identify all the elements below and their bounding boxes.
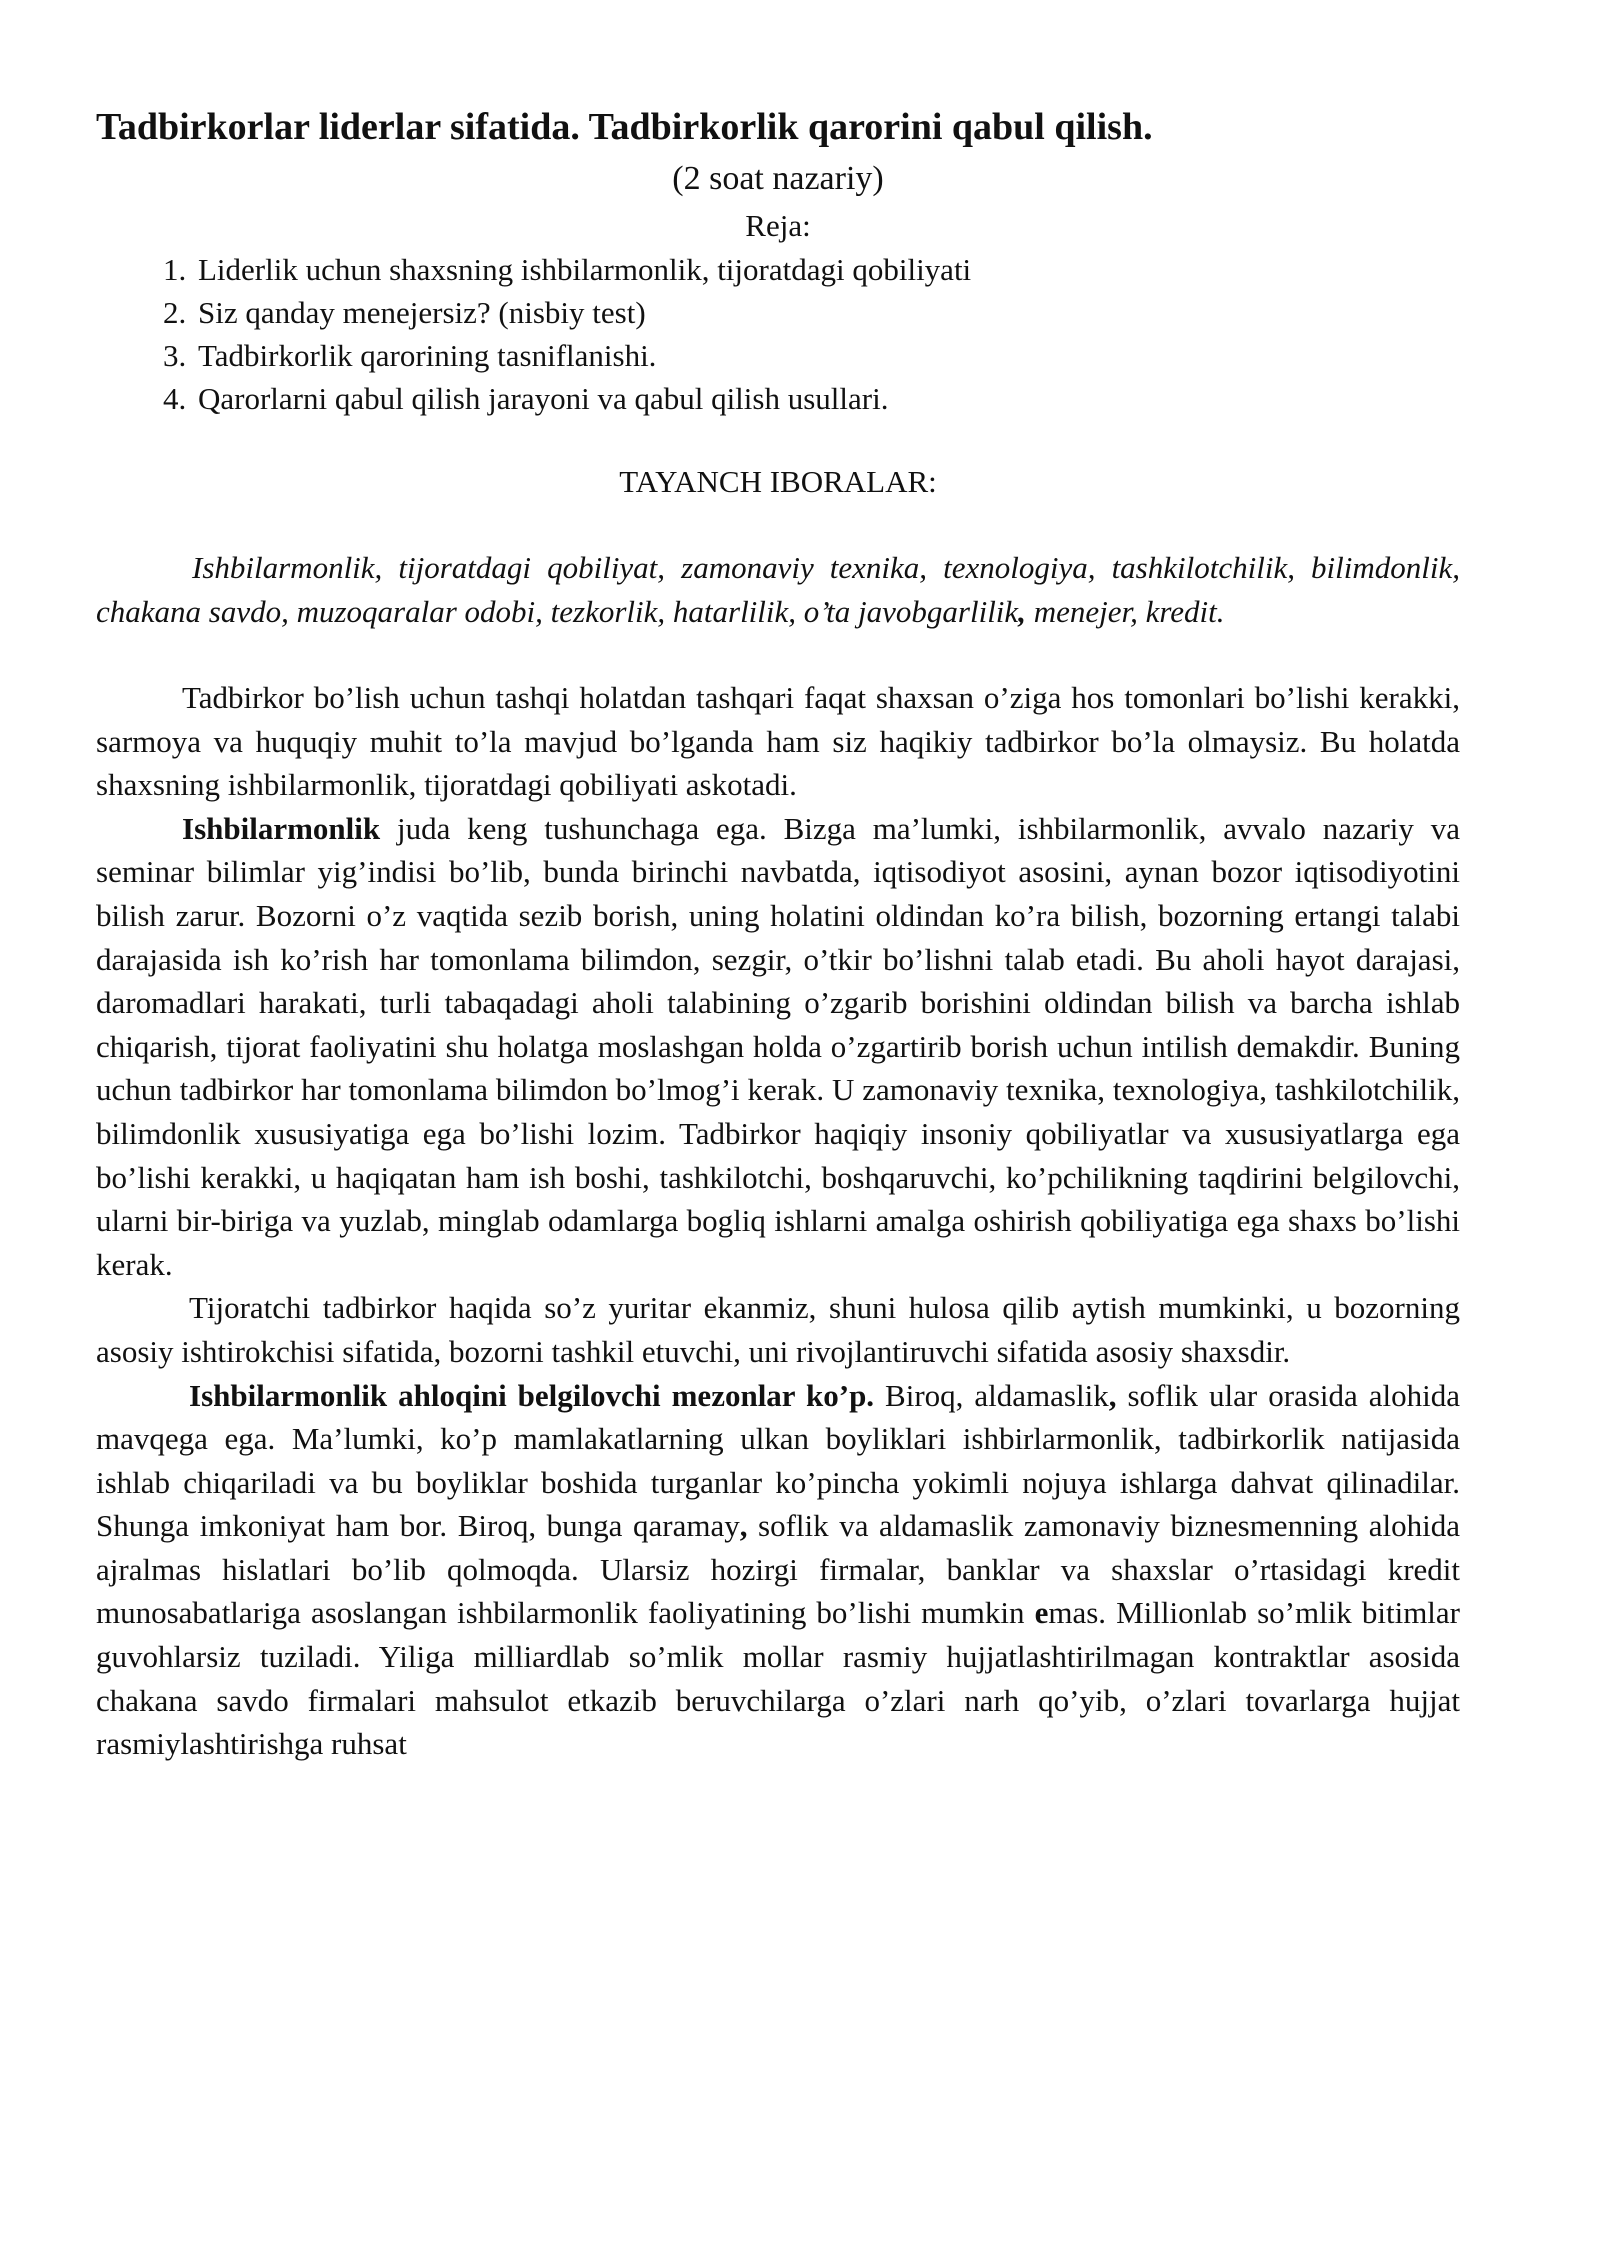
paragraph-lead-bold: Ishbilarmonlik ahloqini belgilovchi mezonlar ko’p.	[189, 1377, 875, 1413]
bold-comma: ,	[1108, 1377, 1117, 1413]
body-text	[96, 676, 1460, 1766]
keywords-heading: TAYANCH IBORALAR:	[619, 464, 937, 499]
paragraph-text: mas. Millionlab so’mlik bitimlar guvohlarsiz tuziladi. Yiliga milliardlab so’mlik mollar rasmiy hujjatlashtirilmagan kontraktlar asosida chakana savdo firmalari mahsulot etkazib beruvchilarga o’zlari narh qo’yib, o’zlari tovarlarga hujjat rasmiylashtirishga ruhsat	[96, 1595, 1461, 1762]
paragraph-lead-bold: Ishbilarmonlik	[182, 810, 381, 846]
paragraph-text: Biroq, aldamaslik	[874, 1377, 1109, 1413]
plan-item: 3. Tadbirkorlik qarorining tasniflanishi.	[194, 334, 1460, 377]
keywords-text: Ishbilarmonlik, tijoratdagi qobiliyat, zamonaviy texnika, texnologiya, tashkilotchilik, bilimdonlik, chakana savdo, muzoqaralar odobi, tezkorlik, hatarlilik, o’ta javobgarlilik	[96, 550, 1460, 629]
paragraph-text: juda keng tushunchaga ega. Bizga ma’lumki, ishbilarmonlik, avvalo nazariy va seminar bilimlar yig’indisi bo’lib, bunda birinchi navbatda, iqtisodiyot asosini, aynan bozor iqtisodiyotini bilish zarur. Bozorni o’z vaqtida sezib borish, uning holatini oldindan ko’ra bilish, bozorning ertangi talabi darajasida ish ko’rish har tomonlama bilimdon, sezgir, o’tkir bo’lishni talab etadi. Bu aholi hayot darajasi, daromadlari harakati, turli tabaqadagi aholi talabining o’zgarib borishini oldindan bilish va barcha ishlab chiqarish, tijorat faoliyatini shu holatga moslashgan holda o’zgartirib borish uchun intilish demakdir. Buning uchun tadbirkor har tomonlama bilimdon bo’lmog’i kerak. U zamonaviy texnika, texnologiya, tashkilotchilik, bilimdonlik xususiyatiga ega bo’lishi lozim. Tadbirkor haqiqiy insoniy qobiliyatlar va xususiyatlarga ega bo’lishi kerakki, u haqiqatan ham ish boshi, tashkilotchi, boshqaruvchi, ko’pchilikning taqdirini belgilovchi, ularni bir-biriga va yuzlab, minglab odamlarga bogliq ishlarni amalga oshirish qobiliyatiga ega shaxs bo’lishi kerak.	[96, 810, 1460, 1282]
paragraph-text: soflik va aldamaslik zamonaviy biznesmenning alohida ajralmas hislatlari bo’lib qolmoqda. Ularsiz hozirgi firmalar, banklar va shaxslar o’rtasidagi kredit munosabatlariga asoslangan ishbilarmonlik faoliyatining bo’lishi mumkin	[96, 1508, 1460, 1631]
paragraph: Tadbirkor bo’lish uchun tashqi holatdan tashqari faqat shaxsan o’ziga hos tomonlari bo’lishi kerakki, sarmoya va huquqiy muhit to’la mavjud bo’lganda ham siz haqikiy tadbirkor bo’la olmaysiz. Bu holatda shaxsning ishbilarmonlik, tijoratdagi qobiliyati askotadi.	[96, 680, 1460, 803]
plan-list	[96, 248, 1460, 420]
document-subtitle: (2 soat nazariy)	[672, 160, 884, 197]
plan-item: 2. Siz qanday menejersiz? (nisbiy test)	[194, 291, 1460, 334]
keywords-text-end: menejer, kredit.	[1025, 593, 1225, 629]
bold-comma: ,	[739, 1508, 748, 1544]
plan-item: 1. Liderlik uchun shaxsning ishbilarmonlik, tijoratdagi qobiliyati	[194, 248, 1460, 291]
keywords-bold-comma: ,	[1018, 593, 1026, 629]
paragraph: Tijoratchi tadbirkor haqida so’z yuritar ekanmiz, shuni hulosa qilib aytish mumkinki, u bozorning asosiy ishtirokchisi sifatida, bozorni tashkil etuvchi, uni rivojlantiruvchi sifatida asosiy shaxsdir.	[96, 1290, 1460, 1369]
document-title: Tadbirkorlar liderlar sifatida. Tadbirkorlik qarorini qabul qilish.	[96, 106, 1153, 148]
plan-heading: Reja:	[745, 208, 811, 243]
document-page	[96, 100, 1460, 1766]
bold-letter: e	[1034, 1595, 1049, 1631]
keywords-paragraph	[96, 546, 1460, 633]
paragraph	[96, 807, 1460, 1287]
paragraph-text: soflik ular orasida alohida mavqega ega. Ma’lumki, ko’p mamlakatlarning ulkan boyliklari ishbirlarmonlik, tadbirkorlik natijasida ishlab chiqariladi va bu boyliklar boshida turganlar ko’pincha yokimli nojuya ishlarga dahvat qilinadilar. Shunga imkoniyat ham bor. Biroq, bunga qaramay	[96, 1377, 1460, 1544]
paragraph	[96, 1374, 1460, 1766]
plan-item: 4. Qarorlarni qabul qilish jarayoni va qabul qilish usullari.	[194, 377, 1460, 420]
